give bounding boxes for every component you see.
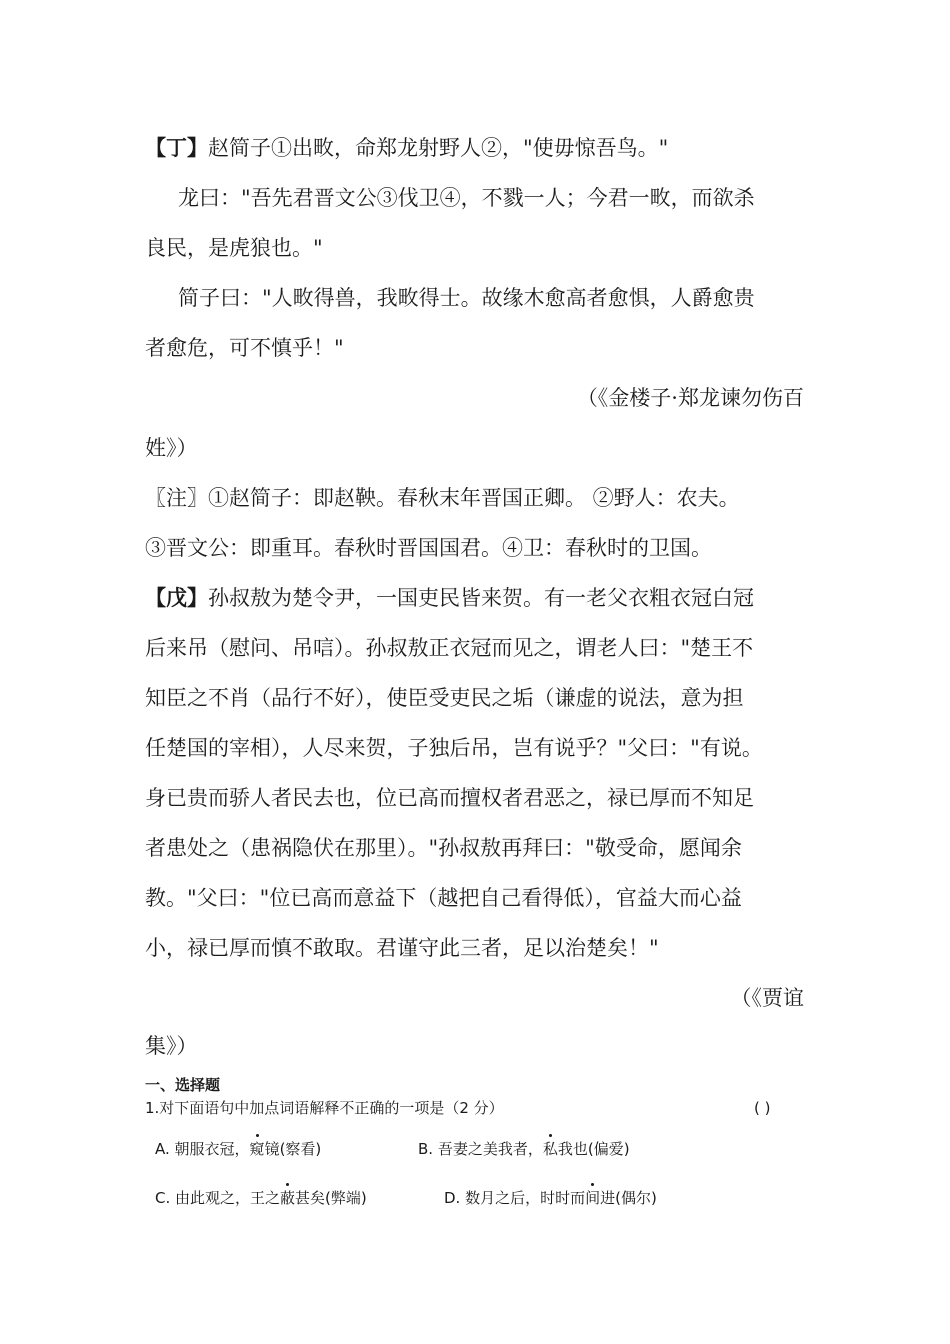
option-c-prefix: C. 由此观之，王之	[155, 1189, 281, 1207]
passage-wu-line-4: 任楚国的宰相），人尽来贺，子独后吊，岂有说乎？"父曰："有说。	[145, 736, 763, 760]
passage-ding-line-3: 良民，是虎狼也。"	[145, 236, 323, 260]
option-c[interactable]	[155, 1187, 367, 1209]
passage-wu-source-b: 集》）	[145, 1034, 198, 1058]
section-title: 一、选择题	[145, 1076, 221, 1094]
passage-wu-source-a: （《贾谊	[730, 986, 804, 1010]
option-a-suffix: 镜(察看)	[264, 1140, 322, 1158]
option-d-prefix: D. 数月之后，时时而	[444, 1189, 586, 1207]
passage-ding-label: 【丁】	[145, 135, 208, 160]
passage-wu-text-1: 孙叔敖为楚令尹，一国吏民皆来贺。有一老父衣粗衣冠白冠	[208, 586, 754, 610]
passage-ding-text-1: 赵简子①出畋，命郑龙射野人②，"使毋惊吾鸟。"	[208, 136, 669, 160]
option-d[interactable]	[444, 1187, 657, 1209]
passage-wu-line-6: 者患处之（患祸隐伏在那里）。"孙叔敖再拜曰："敬受命，愿闻余	[145, 836, 742, 860]
passage-ding-note-1: 〖注〗①赵简子：即赵鞅。春秋末年晋国正卿。 ②野人：农夫。	[145, 486, 740, 510]
option-b-emphasized-word: 私	[542, 1140, 558, 1158]
option-c-suffix: 甚矣(弊端)	[295, 1189, 367, 1207]
answer-parentheses: ( )	[754, 1099, 771, 1117]
passage-ding-line-1	[145, 133, 845, 163]
passage-wu-line-7: 教。"父曰："位已高而意益下（越把自己看得低），官益大而心益	[145, 886, 742, 910]
passage-wu-line-3: 知臣之不肖（品行不好），使臣受吏民之垢（谦虚的说法，意为担	[145, 686, 744, 710]
passage-wu-label: 【戊】	[145, 585, 208, 610]
passage-wu-line-5: 身已贵而骄人者民去也，位已高而擅权者君恶之，禄已厚而不知足	[145, 786, 754, 810]
passage-ding-line-5: 者愈危，可不慎乎！"	[145, 336, 344, 360]
passage-ding-source-a: （《金楼子·郑龙谏勿伤百	[576, 386, 804, 410]
passage-ding-source-b: 姓》）	[145, 436, 198, 460]
passage-ding-line-2: 龙曰："吾先君晋文公③伐卫④，不戮一人；今君一畋，而欲杀	[178, 186, 755, 210]
option-b-prefix: B. 吾妻之美我者，	[418, 1140, 543, 1158]
option-c-emphasized-word: 蔽	[280, 1189, 296, 1207]
option-d-suffix: 进(偶尔)	[600, 1189, 657, 1207]
option-d-emphasized-word: 间	[585, 1189, 601, 1207]
passage-ding-line-4: 简子曰："人畋得兽，我畋得士。故缘木愈高者愈惧，人爵愈贵	[178, 286, 755, 310]
passage-wu-line-2: 后来吊（慰问、吊唁）。孙叔敖正衣冠而见之，谓老人曰："楚王不	[145, 636, 754, 660]
passage-wu-line-1	[145, 583, 845, 613]
question-1: 1.对下面语句中加点词语解释不正确的一项是（2 分）	[145, 1099, 504, 1117]
option-a-emphasized-word: 窥	[249, 1140, 265, 1158]
option-a[interactable]	[155, 1138, 321, 1160]
passage-wu-line-8: 小，禄已厚而慎不敢取。君谨守此三者，足以治楚矣！"	[145, 936, 659, 960]
option-b-suffix: 我也(偏爱)	[557, 1140, 630, 1158]
passage-ding-note-2: ③晋文公：即重耳。春秋时晋国国君。④卫：春秋时的卫国。	[145, 536, 712, 560]
option-b[interactable]	[418, 1138, 630, 1160]
option-a-prefix: A. 朝服衣冠，	[155, 1140, 250, 1158]
